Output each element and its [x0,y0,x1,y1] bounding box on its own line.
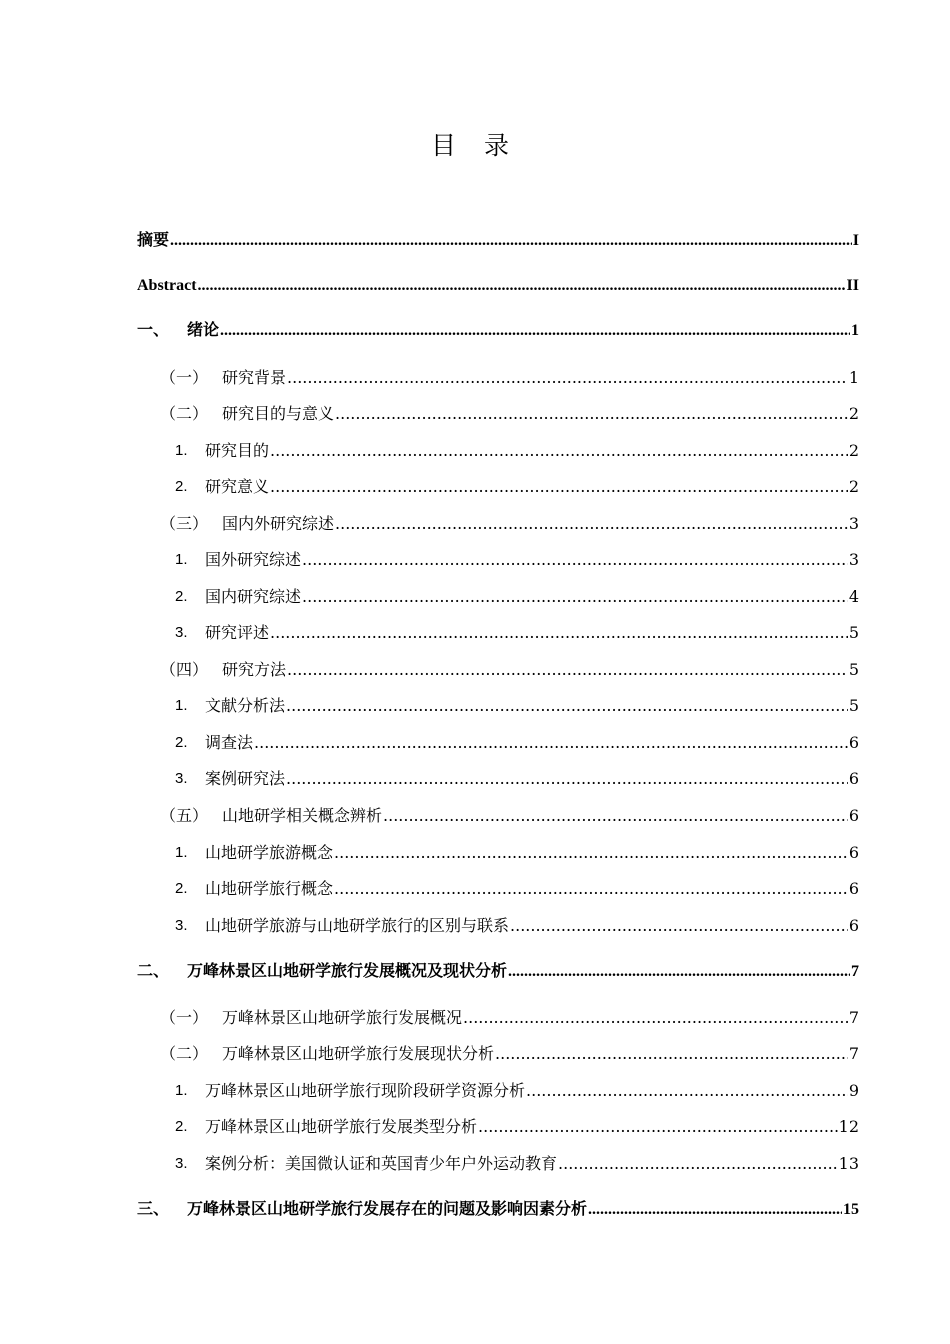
toc-entry-number: 3. [175,917,188,934]
dot-leader [334,843,848,863]
toc-entry-number: 1. [175,697,188,714]
dot-leader [510,916,848,936]
toc-entry[interactable] [160,362,859,388]
toc-entry-label: 万峰林景区山地研学旅行现阶段研学资源分析 [205,1081,526,1100]
toc-entry-page: 7 [848,1044,859,1063]
toc-entry[interactable] [175,471,859,497]
toc-entry-page: 2 [848,477,859,496]
toc-entry-label: 山地研学相关概念辨析 [222,806,383,825]
dot-leader [334,879,848,899]
toc-entry-label: 万峰林景区山地研学旅行发展概况及现状分析 [187,963,508,980]
page-title: 目 录 [431,131,519,160]
toc-entry[interactable] [137,225,859,251]
toc-entry-page: 15 [843,1201,859,1218]
toc-entry-label: 研究评述 [205,623,270,642]
toc-entry-label: 调查法 [205,733,254,752]
dot-leader [254,733,848,753]
dot-leader [478,1117,838,1137]
toc-entry-page: 3 [848,514,859,533]
dot-leader [270,477,848,497]
toc-entry-label: 国外研究综述 [205,550,302,569]
dot-leader [286,769,848,789]
toc-entry-label: 文献分析法 [205,696,286,715]
toc-entry-number: （三） [160,514,209,533]
toc-entry-label: 案例分析：美国微认证和英国青少年户外运动教育 [205,1154,558,1173]
toc-entry-page: 5 [848,696,859,715]
toc-entry[interactable] [160,398,859,424]
toc-entry[interactable] [175,910,859,936]
toc-entry-label: 研究目的 [205,441,270,460]
toc-entry-page: 6 [848,769,859,788]
toc-entry-label: 万峰林景区山地研学旅行发展存在的问题及影响因素分析 [187,1201,588,1218]
toc-entry[interactable] [160,1002,859,1028]
toc-entry-number: 1. [175,844,188,861]
toc-entry-page: 3 [848,550,859,569]
toc-entry-number: 3. [175,1155,188,1172]
toc-entry-number: 2. [175,478,188,495]
toc-entry-label: 摘要 [137,232,170,249]
toc-entry-label: 山地研学旅游概念 [205,843,334,862]
toc-entry-page: 6 [848,806,859,825]
toc-entry-label: 山地研学旅行概念 [205,879,334,898]
dot-leader [335,404,848,424]
toc-entry-page: 1 [851,322,859,339]
toc-entry-number: 1. [175,1082,188,1099]
toc-entry[interactable] [175,581,859,607]
toc-entry[interactable] [160,800,859,826]
toc-entry-label: 国内研究综述 [205,587,302,606]
toc-entry-page: 5 [848,623,859,642]
dot-leader [463,1008,848,1028]
toc-entry-number: （一） [160,368,209,387]
toc-entry-page: 12 [838,1117,859,1136]
toc-entry-number: （二） [160,404,209,423]
toc-entry[interactable] [175,690,859,716]
dot-leader [495,1044,848,1064]
dot-leader [302,550,848,570]
toc-entry-number: 三、 [137,1201,170,1218]
toc-entry-label: 案例研究法 [205,769,286,788]
dot-leader [270,441,848,461]
toc-entry-label: 万峰林景区山地研学旅行发展概况 [222,1008,463,1027]
toc-entry[interactable] [137,1194,859,1220]
toc-entry-page: I [852,232,859,249]
toc-entry-page: 9 [848,1081,859,1100]
toc-entry[interactable] [175,873,859,899]
dot-leader [302,587,848,607]
dot-leader [287,368,848,388]
toc-entry-number: 二、 [137,963,170,980]
toc-entry-number: （五） [160,806,209,825]
dot-leader [170,231,852,251]
toc-entry-page: 6 [848,879,859,898]
toc-entry-page: 13 [838,1154,859,1173]
toc-entry-label: 研究意义 [205,477,270,496]
toc-entry-page: 6 [848,916,859,935]
toc-entry-number: （四） [160,660,209,679]
toc-entry-number: 3. [175,770,188,787]
dot-leader [588,1200,842,1220]
toc-entry-number: 2. [175,880,188,897]
toc-entry-page: 2 [848,441,859,460]
toc-entry-number: 1. [175,551,188,568]
toc-entry[interactable] [175,1075,859,1101]
toc-entry[interactable] [175,837,859,863]
toc-entry-label: 研究方法 [222,660,287,679]
toc-entry-number: （一） [160,1008,209,1027]
toc-entry[interactable] [175,435,859,461]
dot-leader [383,806,848,826]
toc-entry[interactable] [175,1111,859,1137]
toc-entry[interactable] [160,1038,859,1064]
toc-entry-label: 万峰林景区山地研学旅行发展现状分析 [222,1044,495,1063]
toc-entry-page: 4 [848,587,859,606]
toc-entry-page: 6 [848,733,859,752]
toc-entry-page: 2 [848,404,859,423]
toc-entry-label: 研究背景 [222,368,287,387]
toc-entry-number: （二） [160,1044,209,1063]
toc-entry[interactable] [175,727,859,753]
toc-entry-number: 1. [175,442,188,459]
toc-entry[interactable] [175,617,859,643]
toc-entry[interactable] [175,544,859,570]
toc-entry-page: 6 [848,843,859,862]
toc-entry[interactable] [137,956,859,982]
dot-leader [558,1154,838,1174]
toc-entry[interactable] [160,654,859,680]
dot-leader [335,514,848,534]
toc-entry-number: 2. [175,588,188,605]
toc-entry-page: 5 [848,660,859,679]
toc-entry-label: 山地研学旅游与山地研学旅行的区别与联系 [205,916,510,935]
dot-leader [286,696,848,716]
dot-leader [270,623,848,643]
toc-entry-number: 2. [175,1118,188,1135]
toc-entry-label: 研究目的与意义 [222,404,335,423]
toc-entry-label: 国内外研究综述 [222,514,335,533]
toc-entry-number: 3. [175,624,188,641]
toc-entry-page: 1 [848,368,859,387]
toc-entry-label: 绪论 [187,322,220,339]
toc-entry-number: 一、 [137,322,170,339]
toc-entry-number: 2. [175,734,188,751]
dot-leader [198,276,846,296]
toc-entry-page: II [846,277,859,294]
toc-entry[interactable] [175,763,859,789]
toc-entry-page: 7 [851,963,859,980]
toc-entry-label: Abstract [137,277,197,294]
dot-leader [508,962,850,982]
dot-leader [287,660,848,680]
toc-entry[interactable] [175,1148,859,1174]
dot-leader [526,1081,848,1101]
toc-entry-page: 7 [848,1008,859,1027]
toc-entry[interactable] [160,508,859,534]
toc-entry-label: 万峰林景区山地研学旅行发展类型分析 [205,1117,478,1136]
toc-entry[interactable] [137,270,859,296]
dot-leader [220,321,850,341]
toc-entry[interactable] [137,315,859,341]
